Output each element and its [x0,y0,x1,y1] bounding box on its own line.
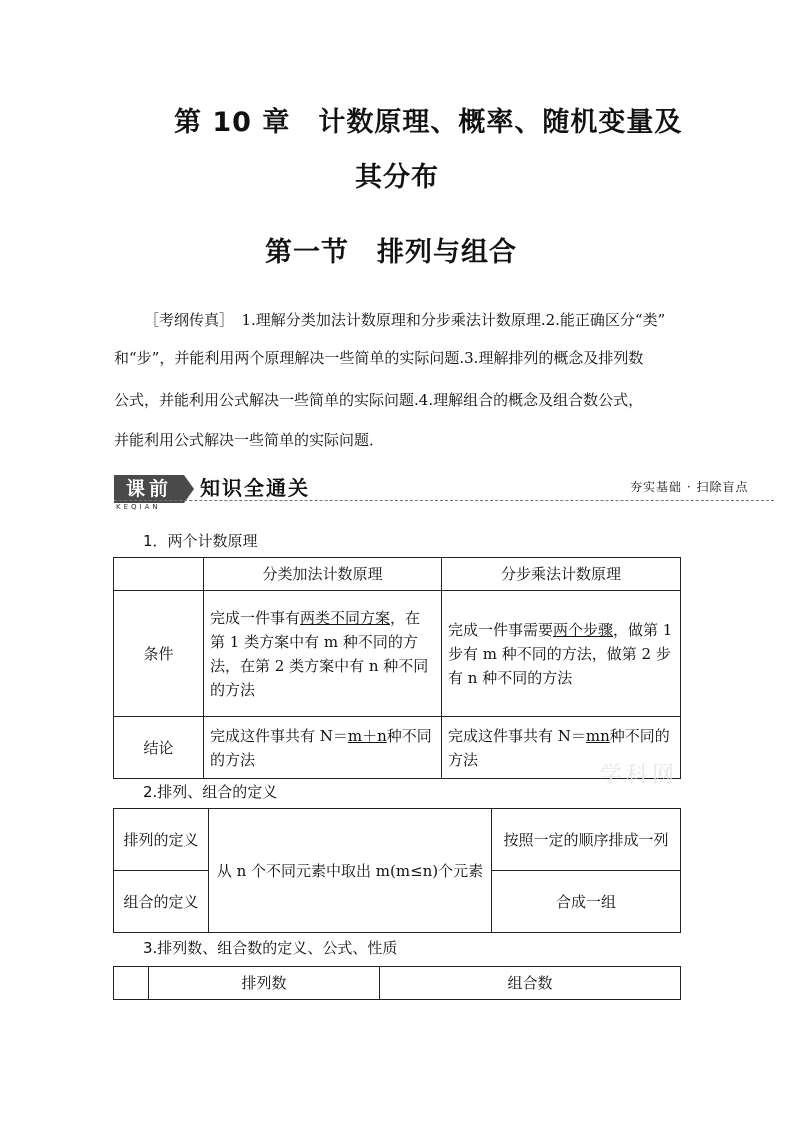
section3-heading: 3.排列数、组合数的定义、公式、性质 [143,939,398,957]
banner-badge-text: 课前 [125,478,172,500]
outline-line-2: 和“步”，并能利用两个原理解决一些简单的实际问题.3.理解排列的概念及排列数 [114,349,644,367]
table-header: 组合数 [380,967,681,1000]
outline-line-4: 并能利用公式解决一些简单的实际问题． [114,431,385,449]
table-cell-merged: 从 n 个不同元素中取出 m(m≤n)个元素 [209,809,492,933]
table-cell: 完成一件事有两类不同方案，在第 1 类方案中有 m 种不同的方法，在第 2 类方案中有 n 种不同的方法 [204,591,442,717]
outline-line-3: 公式，并能利用公式解决一些简单的实际问题.4.理解组合的概念及组合数公式， [114,391,644,409]
permutation-combination-definition-table [113,808,681,933]
table-header: 分类加法计数原理 [204,558,442,591]
banner-divider [114,500,774,501]
underlined-term: 两类不同方案 [300,608,391,627]
banner-arrow [184,475,194,503]
table-cell: 按照一定的顺序排成一列 [492,809,681,871]
underlined-term: m＋n [347,726,387,745]
banner-subtext: KEQIAN [116,503,161,511]
table-row [114,809,681,871]
table-header: 排列数 [149,967,380,1000]
banner-slogan: 夯实基础 · 扫除盲点 [630,480,749,494]
banner-title: 知识全通关 [200,476,310,500]
table-row [114,591,681,717]
banner-badge [114,475,184,503]
underlined-term: mn [585,726,610,745]
row-label: 排列的定义 [114,809,209,871]
table-row [114,558,681,591]
chapter-title-line2: 其分布 [355,162,439,193]
table-row [114,967,681,1000]
row-label: 条件 [114,591,204,717]
table-cell-empty [114,558,204,591]
row-label: 结论 [114,717,204,779]
chapter-title-line1: 第 10 章 计数原理、概率、随机变量及 [174,107,683,138]
watermark: 学科网 [600,763,679,788]
outline-line-1: ［考纲传真］ 1.理解分类加法计数原理和分步乘法计数原理.2.能正确区分“类” [144,311,666,329]
section-title: 第一节 排列与组合 [265,237,517,268]
table-row [114,717,681,779]
table-cell: 完成这件事共有 N＝mn种不同的方法 [442,717,681,779]
section2-heading: 2.排列、组合的定义 [143,783,278,801]
section1-heading: 1．两个计数原理 [143,532,258,550]
permutation-combination-number-table [113,966,681,1000]
table-cell: 完成这件事共有 N＝m＋n种不同的方法 [204,717,442,779]
table-cell: 完成一件事需要两个步骤，做第 1 步有 m 种不同的方法，做第 2 步有 n 种不同的方法 [442,591,681,717]
table-cell-empty [114,967,149,1000]
row-label: 组合的定义 [114,871,209,933]
underlined-term: 两个步骤 [553,620,614,639]
table-cell: 合成一组 [492,871,681,933]
counting-principles-table [113,557,681,779]
table-header: 分步乘法计数原理 [442,558,681,591]
